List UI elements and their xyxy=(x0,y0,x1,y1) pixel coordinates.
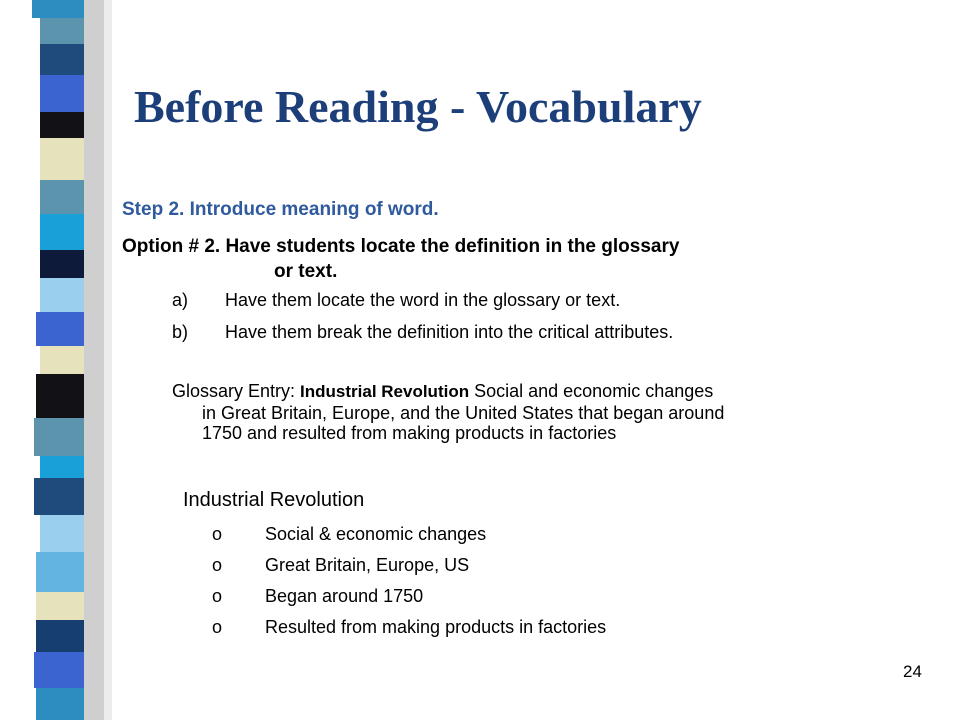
option-text xyxy=(122,234,882,284)
step-item-b xyxy=(172,322,673,342)
glossary-line-3: 1750 and resulted from making products in factories xyxy=(202,423,617,443)
stripe-block xyxy=(36,620,84,652)
option-line-1: Option # 2. Have students locate the definition in the glossary xyxy=(122,236,680,257)
stripe-shadow-fade xyxy=(104,0,112,720)
attribute-text: Social & economic changes xyxy=(265,524,487,544)
stripe-block xyxy=(40,112,84,138)
stripe-shadow xyxy=(84,0,104,720)
bullet-marker: o xyxy=(212,555,223,575)
attribute-list xyxy=(212,523,606,647)
step-heading: Step 2. Introduce meaning of word. xyxy=(122,199,439,220)
attribute-text: Began around 1750 xyxy=(265,586,424,606)
stripe-block xyxy=(36,592,84,620)
glossary-label: Glossary Entry: xyxy=(172,381,301,401)
bullet-marker: o xyxy=(212,586,223,606)
attribute-item xyxy=(212,616,606,647)
stripe-block xyxy=(40,180,84,214)
decorative-stripe xyxy=(0,0,122,720)
stripe-block xyxy=(34,478,84,515)
attribute-text: Resulted from making products in factories xyxy=(265,617,607,637)
stripe-block xyxy=(36,312,84,346)
attribute-text: Great Britain, Europe, US xyxy=(265,555,470,575)
stripe-block xyxy=(40,346,84,374)
glossary-entry xyxy=(172,381,912,444)
stripe-block xyxy=(34,418,84,456)
slide-title: Before Reading - Vocabulary xyxy=(134,81,702,132)
stripe-block xyxy=(36,688,84,720)
stripe-block xyxy=(40,75,84,112)
stripe-block xyxy=(40,456,84,478)
stripe-block xyxy=(40,214,84,250)
step-item-a xyxy=(172,290,673,310)
stripe-block xyxy=(40,18,84,44)
stripe-block xyxy=(34,652,84,688)
stripe-block xyxy=(36,374,84,418)
bullet-marker: o xyxy=(212,617,223,637)
attributes-title: Industrial Revolution xyxy=(183,489,365,511)
stripe-block xyxy=(40,44,84,75)
page-number: 24 xyxy=(903,662,922,681)
stripe-block xyxy=(40,138,84,180)
step-text-b: Have them break the definition into the critical attributes. xyxy=(225,322,674,342)
stripe-block xyxy=(32,0,84,18)
stripe-block xyxy=(40,278,84,312)
glossary-term: Industrial Revolution xyxy=(300,382,470,401)
step-text-a: Have them locate the word in the glossary or text. xyxy=(225,290,621,310)
step-list xyxy=(172,290,673,354)
stripe-block xyxy=(40,250,84,278)
attribute-item xyxy=(212,523,606,554)
stripe-block xyxy=(36,552,84,592)
glossary-line-1: Social and economic changes xyxy=(469,381,714,401)
attribute-item xyxy=(212,585,606,616)
attribute-item xyxy=(212,554,606,585)
stripe-block xyxy=(40,515,84,552)
option-line-2: or text. xyxy=(274,261,338,282)
step-marker-b: b) xyxy=(172,322,189,342)
glossary-line-2: in Great Britain, Europe, and the United States that began around xyxy=(202,402,725,423)
bullet-marker: o xyxy=(212,524,223,544)
step-marker-a: a) xyxy=(172,290,189,310)
